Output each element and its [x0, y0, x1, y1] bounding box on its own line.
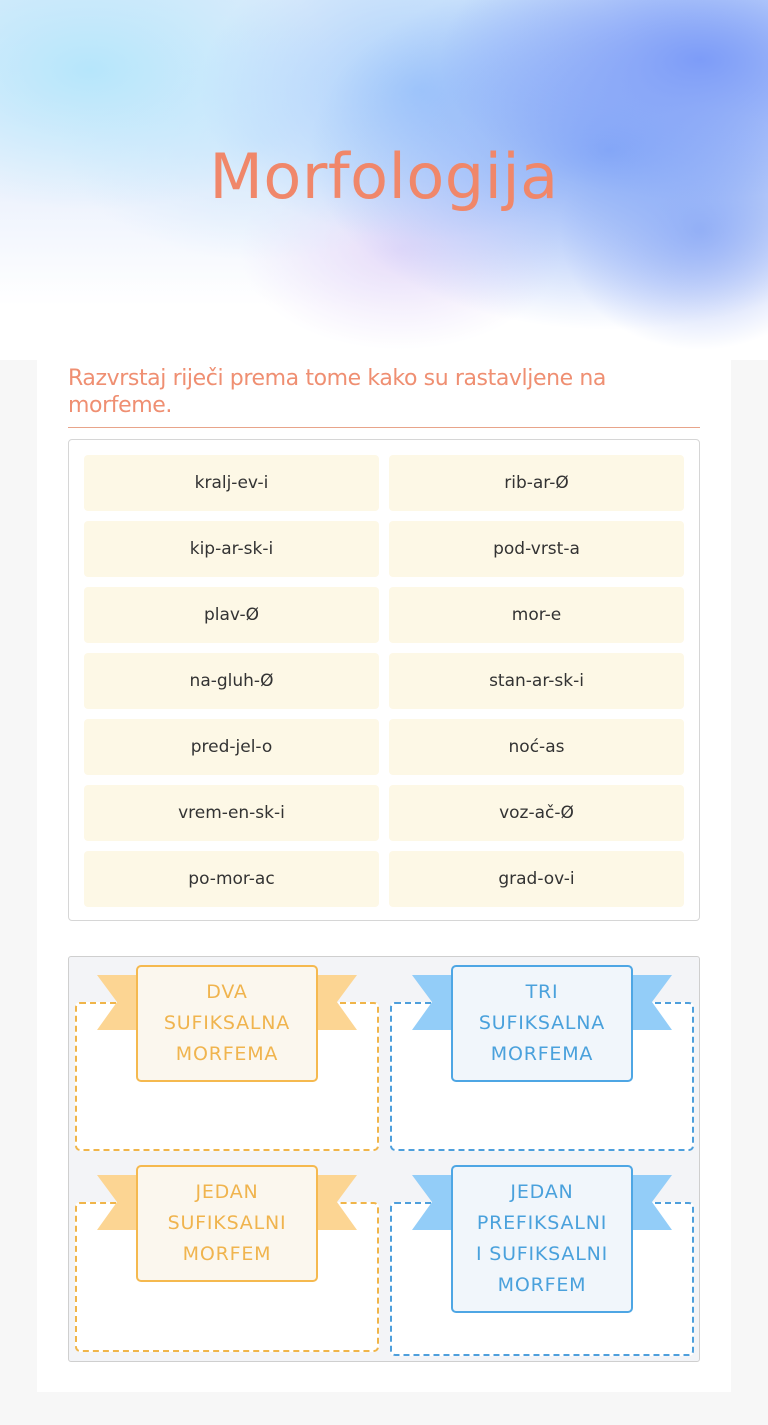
category-label: JEDAN SUFIKSALNI MORFEM	[136, 1165, 318, 1282]
word-chip[interactable]: pod-vrst-a	[389, 521, 684, 577]
task-instruction: Razvrstaj riječi prema tome kako su rastavljene na morfeme.	[68, 366, 607, 418]
header-banner	[0, 0, 768, 360]
word-chip[interactable]: plav-Ø	[84, 587, 379, 643]
category-jedan-sufiksalni-morfem	[69, 1157, 384, 1362]
word-chip[interactable]: stan-ar-sk-i	[389, 653, 684, 709]
word-chip[interactable]: vrem-en-sk-i	[84, 785, 379, 841]
category-label: JEDAN PREFIKSALNI I SUFIKSALNI MORFEM	[451, 1165, 633, 1313]
word-chip[interactable]: kip-ar-sk-i	[84, 521, 379, 577]
category-label: TRI SUFIKSALNA MORFEMA	[451, 965, 633, 1082]
category-zones	[68, 956, 700, 1362]
page-title: Morfologija	[209, 140, 559, 213]
category-jedan-prefiksalni-i-sufiksalni-morfem	[384, 1157, 699, 1362]
word-chip[interactable]: po-mor-ac	[84, 851, 379, 907]
category-dva-sufiksalna-morfema	[69, 957, 384, 1157]
word-chip[interactable]: pred-jel-o	[84, 719, 379, 775]
word-chip[interactable]: grad-ov-i	[389, 851, 684, 907]
word-chip[interactable]: mor-e	[389, 587, 684, 643]
category-tri-sufiksalna-morfema	[384, 957, 699, 1157]
word-chip[interactable]: kralj-ev-i	[84, 455, 379, 511]
word-chip[interactable]: noć-as	[389, 719, 684, 775]
word-bank	[68, 439, 700, 921]
word-chip[interactable]: voz-ač-Ø	[389, 785, 684, 841]
divider	[68, 427, 700, 428]
activity-card	[37, 360, 731, 1392]
word-chip[interactable]: rib-ar-Ø	[389, 455, 684, 511]
category-label: DVA SUFIKSALNA MORFEMA	[136, 965, 318, 1082]
word-chip[interactable]: na-gluh-Ø	[84, 653, 379, 709]
